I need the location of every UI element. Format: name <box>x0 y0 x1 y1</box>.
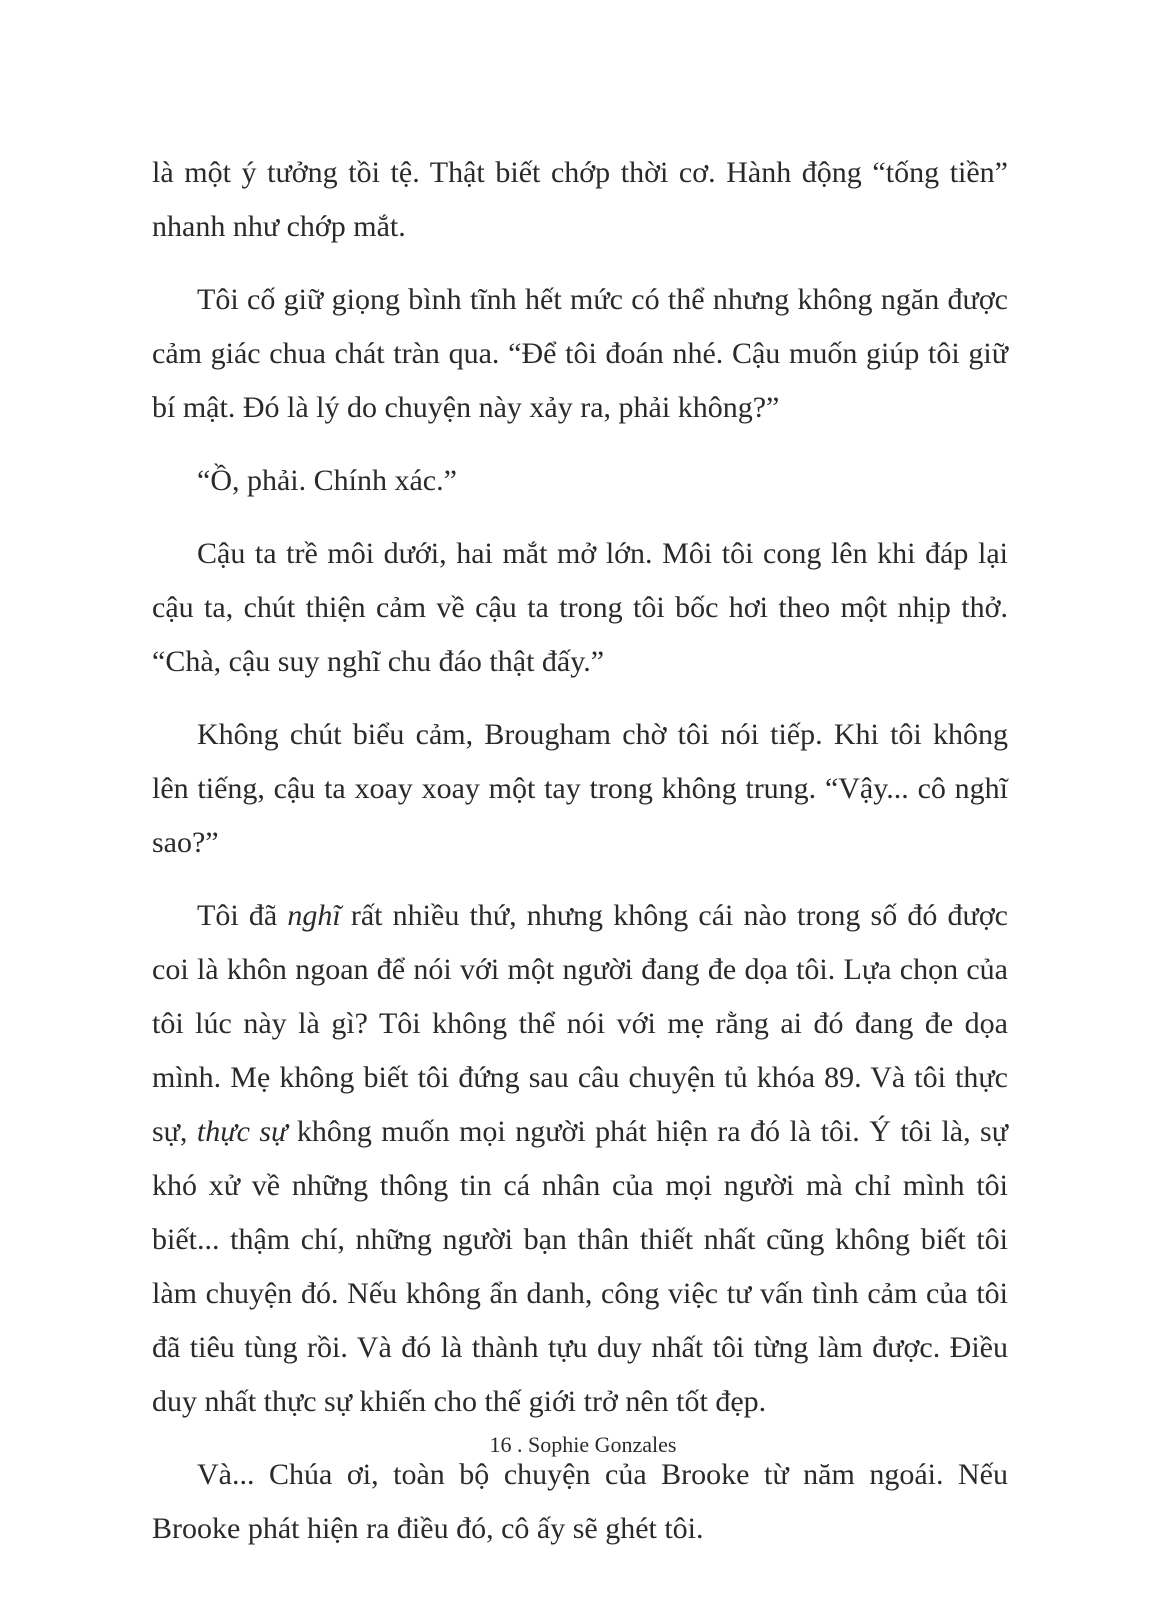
paragraph <box>152 454 1008 508</box>
paragraph <box>152 708 1008 870</box>
page-footer <box>0 1432 1166 1458</box>
italic-text: thực sự <box>196 1115 288 1148</box>
italic-text: nghĩ <box>287 899 341 932</box>
paragraph-text: Không chút biểu cảm, Brougham chờ tôi nói tiếp. Khi tôi không lên tiếng, cậu ta xoay xoay một tay trong không trung. “Vậy... cô nghĩ sao?” <box>152 718 1008 859</box>
paragraph-text: Tôi cố giữ giọng bình tĩnh hết mức có thể nhưng không ngăn được cảm giác chua chát tràn qua. “Để tôi đoán nhé. Cậu muốn giúp tôi giữ bí mật. Đó là lý do chuyện này xảy ra, phải không?” <box>152 283 1008 424</box>
paragraph <box>152 889 1008 1429</box>
paragraph-text: Cậu ta trề môi dưới, hai mắt mở lớn. Môi tôi cong lên khi đáp lại cậu ta, chút thiện cảm về cậu ta trong tôi bốc hơi theo một nhịp thở. “Chà, cậu suy nghĩ chu đáo thật đấy.” <box>152 537 1008 678</box>
paragraph-text: là một ý tưởng tồi tệ. Thật biết chớp thời cơ. Hành động “tống tiền” nhanh như chớp mắt. <box>152 156 1008 243</box>
paragraph <box>152 527 1008 689</box>
paragraph-text: Và... Chúa ơi, toàn bộ chuyện của Brooke từ năm ngoái. Nếu Brooke phát hiện ra điều đó, cô ấy sẽ ghét tôi. <box>152 1458 1008 1545</box>
paragraph <box>152 146 1008 254</box>
paragraph-text: rất nhiều thứ, nhưng không cái nào trong số đó được coi là khôn ngoan để nói với một người đang đe dọa tôi. Lựa chọn của tôi lúc này là gì? Tôi không thể nói với mẹ rằng ai đó đang đe dọa mình. Mẹ không biết tôi đứng sau câu chuyện tủ khóa 89. Và tôi thực sự, <box>152 899 1008 1148</box>
paragraph-text: không muốn mọi người phát hiện ra đó là tôi. Ý tôi là, sự khó xử về những thông tin cá nhân của mọi người mà chỉ mình tôi biết... thậm chí, những người bạn thân thiết nhất cũng không biết tôi làm chuyện đó. Nếu không ẩn danh, công việc tư vấn tình cảm của tôi đã tiêu tùng rồi. Và đó là thành tựu duy nhất tôi từng làm được. Điều duy nhất thực sự khiến cho thế giới trở nên tốt đẹp. <box>152 1115 1008 1418</box>
paragraph <box>152 273 1008 435</box>
paragraph <box>152 1448 1008 1556</box>
footer-text: 16 . Sophie Gonzales <box>489 1432 677 1457</box>
paragraph-text: “Ồ, phải. Chính xác.” <box>197 464 457 497</box>
paragraph-text: Tôi đã <box>197 899 288 932</box>
